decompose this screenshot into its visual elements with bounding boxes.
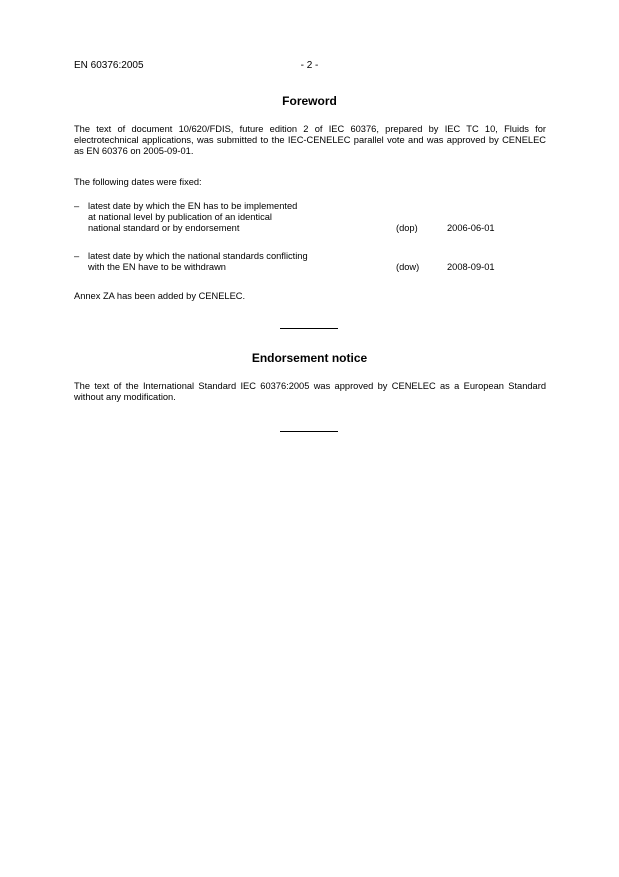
date-code: (dow) bbox=[396, 262, 420, 273]
foreword-title: Foreword bbox=[282, 94, 337, 108]
document-identifier: EN 60376:2005 bbox=[74, 60, 144, 71]
date-item-text bbox=[88, 201, 388, 235]
page-number: - 2 - bbox=[300, 60, 319, 71]
date-code: (dop) bbox=[396, 223, 418, 234]
list-dash: – bbox=[74, 251, 80, 261]
foreword-intro-paragraph: The text of document 10/620/FDIS, future edition 2 of IEC 60376, prepared by IEC TC 10, Fluids for electrotechnical applications, was submitted to the IEC-CENELEC parallel vote and was approved by CENELEC as EN 60376 on 2005-09-01. bbox=[74, 124, 546, 157]
date-item-line: at national level by publication of an identical bbox=[88, 212, 272, 223]
annex-note: Annex ZA has been added by CENELEC. bbox=[74, 291, 246, 301]
endorsement-paragraph: The text of the International Standard IEC 60376:2005 was approved by CENELEC as a European Standard without any modification. bbox=[74, 381, 546, 403]
date-item-line: latest date by which the national standards conflicting bbox=[88, 251, 308, 261]
date-item-line: with the EN have to be withdrawn bbox=[88, 262, 226, 273]
dates-intro: The following dates were fixed: bbox=[74, 177, 202, 187]
endorsement-title: Endorsement notice bbox=[251, 351, 368, 365]
date-value: 2008-09-01 bbox=[447, 262, 495, 273]
section-divider bbox=[280, 328, 338, 329]
date-item-line: national standard or by endorsement bbox=[88, 223, 240, 234]
list-dash: – bbox=[74, 201, 80, 211]
date-item-line: latest date by which the EN has to be implemented bbox=[88, 201, 298, 211]
date-item-text bbox=[88, 251, 388, 273]
section-divider bbox=[280, 431, 338, 432]
date-value: 2006-06-01 bbox=[447, 223, 495, 234]
